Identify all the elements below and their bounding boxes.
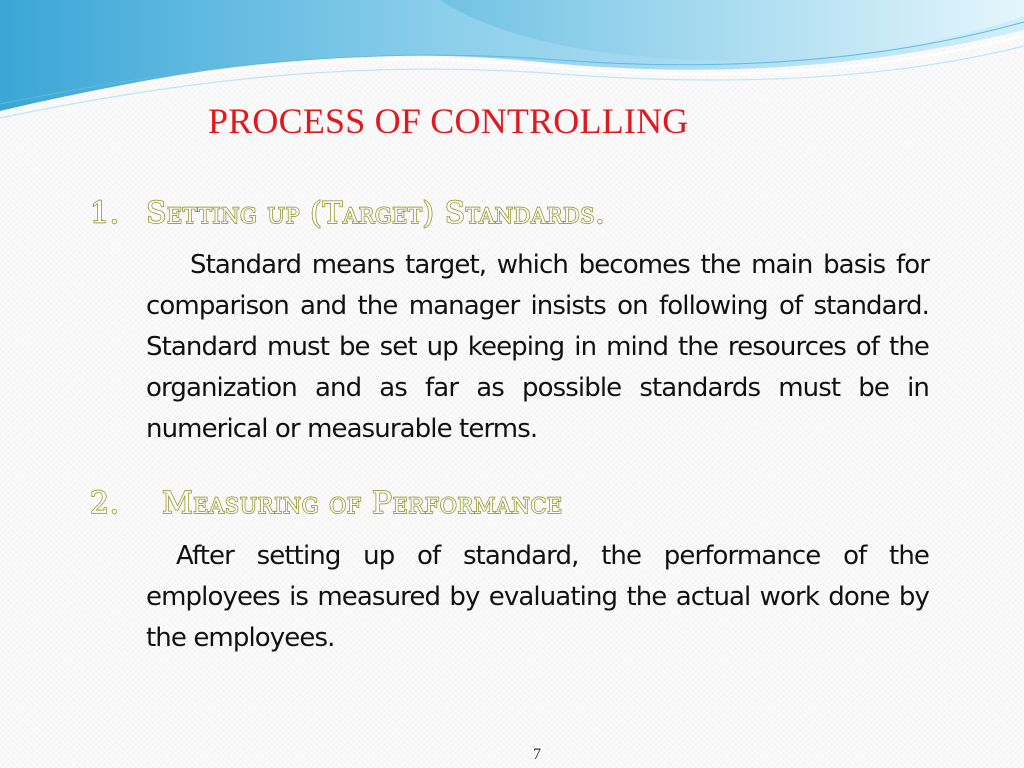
section-heading-text-2: Measuring of Performance (162, 486, 563, 521)
section-heading-text-1: Setting up (Target) Standards. (146, 196, 606, 231)
section-heading-1 (90, 196, 605, 231)
slide-title: PROCESS OF CONTROLLING (208, 101, 689, 141)
section-number-2: 2. (90, 486, 120, 521)
section-heading-2 (90, 486, 563, 521)
section-number-1: 1. (90, 196, 120, 231)
page-number: 7 (533, 746, 541, 763)
section-body-1: Standard means target, which becomes the main basis for comparison and the manager insists on following of standard. Standard must be set up keeping in mind the resources of the organization and as far as possible standards must be in numerical or measurable terms. (146, 250, 929, 444)
section-body-2: After setting up of standard, the performance of the employees is measured by evaluating the actual work done by the employees. (146, 541, 929, 653)
